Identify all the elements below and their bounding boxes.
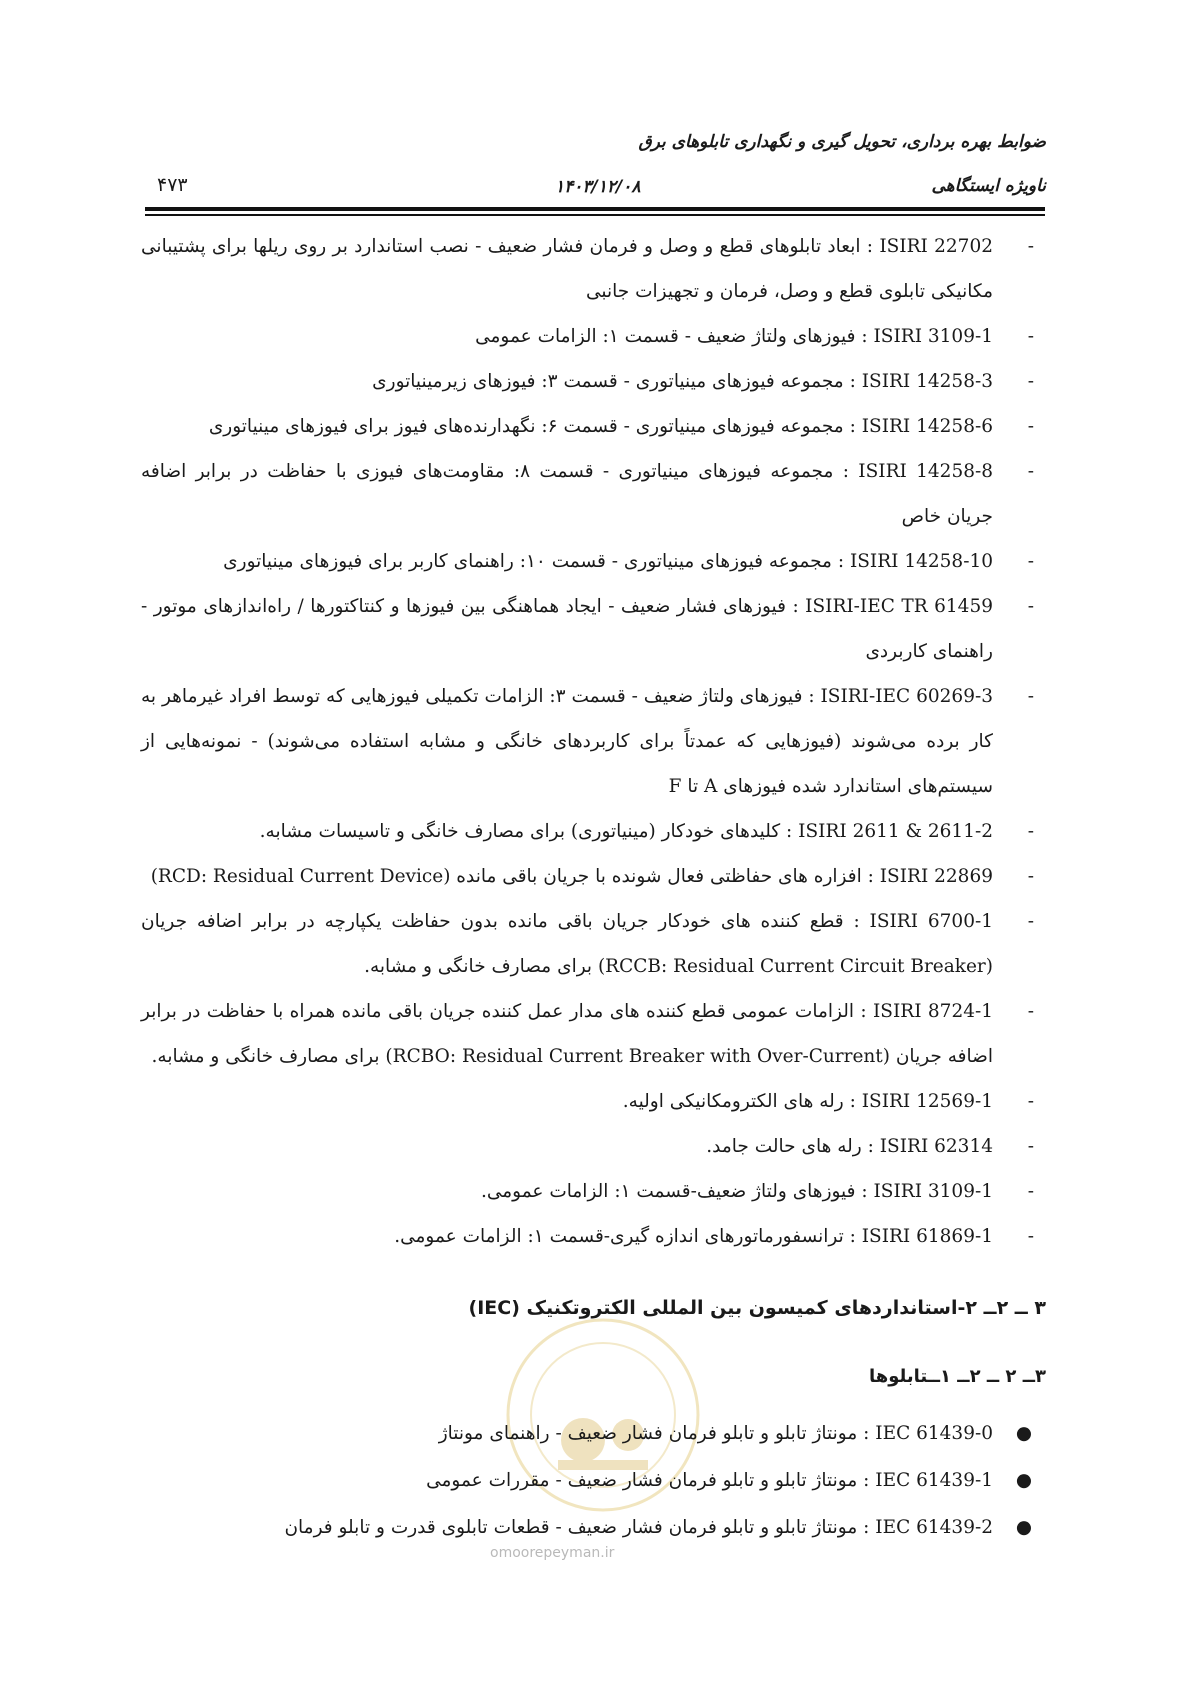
list-item: - ISIRI 22869 : افزاره های حفاظتی فعال شونده با جریان باقی مانده (RCD: Residual Current Device) xyxy=(150,866,1034,887)
book-title: ضوابط بهره برداری، تحویل گیری و نگهداری تابلوهای برق xyxy=(638,132,1046,152)
list-item: - ISIRI 8724-1 : الزامات عمومی قطع کننده های مدار عمل کننده جریان باقی مانده همراه با حفاظت در برابر اضافه جریان (RCBO: Residual Current Breaker with Over-Current) برای مصارف خانگی و مشابه. xyxy=(141,1001,1034,1067)
list-item: - ISIRI-IEC 60269-3 : فیوزهای ولتاژ ضعیف - قسمت ۳: الزامات تکمیلی فیوزهایی که توسط افراد غیرماهر به کار برده می‌شوند (فیوزهایی که عمدتاً برای کاربردهای خانگی و مشابه استفاده می‌شوند) - نمونه‌هایی از سیستم‌های استاندارد شده فیوزهای A تا F xyxy=(141,686,1034,797)
list-item: - ISIRI 12569-1 : رله های الکترومکانیکی اولیه. xyxy=(622,1091,1034,1112)
list-item: - ISIRI 14258-10 : مجموعه فیوزهای مینیاتوری - قسمت ۱۰: راهنمای کاربر برای فیوزهای مینیاتوری xyxy=(223,551,1034,572)
header-date: ۱۴۰۳/۱۲/۰۸ xyxy=(555,177,641,197)
list-item: - ISIRI 22702 : ابعاد تابلوهای قطع و وصل و فرمان فشار ضعیف - نصب استاندارد بر روی ریلها برای پشتیبانی مکانیکی تابلوی قطع و وصل، فرمان و تجهیزات جانبی xyxy=(141,236,1034,302)
header-rule-thin xyxy=(145,214,1045,216)
subsection-heading: ۳ــ ۲ ــ ۲ــ ۱ــتابلوها xyxy=(868,1366,1046,1387)
page-number: ۴۷۳ xyxy=(157,174,188,196)
isiri-standards-list xyxy=(141,224,1046,1259)
header-rule-thick xyxy=(145,207,1045,211)
list-item: - ISIRI 14258-6 : مجموعه فیوزهای مینیاتوری - قسمت ۶: نگهدارنده‌های فیوز برای فیوزهای مینیاتوری xyxy=(208,416,1034,437)
list-item: - ISIRI 2611 & 2611-2 : کلیدهای خودکار (مینیاتوری) برای مصارف خانگی و تاسیسات مشابه. xyxy=(259,821,1034,842)
iec-standards-list xyxy=(141,1410,1046,1551)
list-item: - ISIRI 6700-1 : قطع کننده های خودکار جریان باقی مانده بدون حفاظت یکپارچه در برابر اضافه جریان (RCCB: Residual Current Circuit Breaker) برای مصارف خانگی و مشابه. xyxy=(141,911,1034,977)
list-item: - ISIRI 61869-1 : ترانسفورماتورهای اندازه گیری-قسمت ۱: الزامات عمومی. xyxy=(394,1226,1034,1247)
list-item: ● IEC 61439-2 : مونتاژ تابلو و تابلو فرمان فشار ضعیف - قطعات تابلوی قدرت و تابلو فرمان xyxy=(284,1517,1032,1538)
list-item: - ISIRI-IEC TR 61459 : فیوزهای فشار ضعیف - ایجاد هماهنگی بین فیوزها و کنتاکتورها / راه‌اندازهای موتور - راهنمای کاربردی xyxy=(141,596,1034,662)
book-subtitle: ناویژه ایستگاهی xyxy=(931,176,1046,196)
list-item: - ISIRI 3109-1 : فیوزهای ولتاژ ضعیف - قسمت ۱: الزامات عمومی xyxy=(475,326,1034,347)
list-item: ● IEC 61439-0 : مونتاژ تابلو و تابلو فرمان فشار ضعیف - راهنمای مونتاژ xyxy=(438,1423,1032,1444)
section-heading: ۳ ــ ۲ــ ۲-استانداردهای کمیسون بین المللی الکتروتکنیک (IEC) xyxy=(468,1297,1046,1319)
list-item: - ISIRI 62314 : رله های حالت جامد. xyxy=(706,1136,1034,1157)
list-item: - ISIRI 14258-3 : مجموعه فیوزهای مینیاتوری - قسمت ۳: فیوزهای زیرمینیاتوری xyxy=(372,371,1034,392)
watermark-text: omoorepeyman.ir xyxy=(490,1545,615,1561)
list-item: ● IEC 61439-1 : مونتاژ تابلو و تابلو فرمان فشار ضعیف - مقررات عمومی xyxy=(426,1470,1032,1491)
list-item: - ISIRI 14258-8 : مجموعه فیوزهای مینیاتوری - قسمت ۸: مقاومت‌های فیوزی با حفاظت در برابر اضافه جریان خاص xyxy=(141,461,1034,527)
list-item: - ISIRI 3109-1 : فیوزهای ولتاژ ضعیف-قسمت ۱: الزامات عمومی. xyxy=(480,1181,1034,1202)
